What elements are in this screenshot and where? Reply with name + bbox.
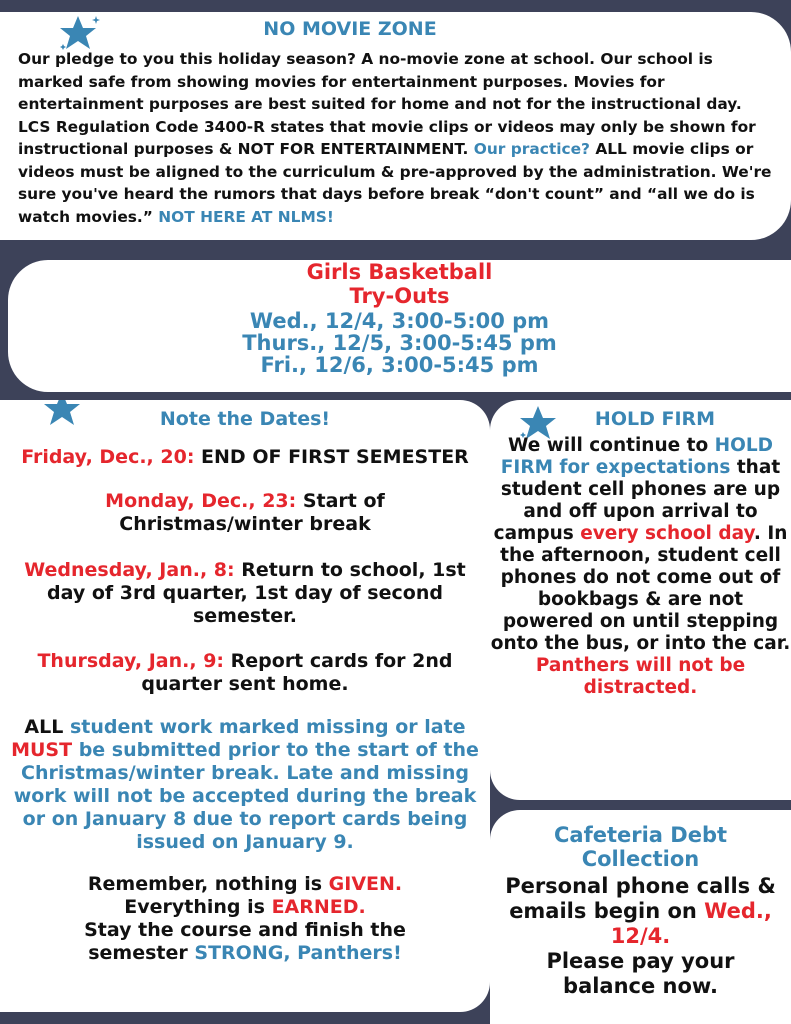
everything-text: Everything is [124, 896, 272, 918]
date-item-3 [6, 559, 484, 628]
hold-firm-card [490, 400, 791, 800]
movie-title: NO MOVIE ZONE [263, 18, 437, 40]
date-item-1 [6, 446, 484, 469]
hold-t5: . In the afternoon, student cell phones do not come out of bookbags & are not powered on until stepping onto the bus, or into the car. [490, 523, 791, 654]
movie-practice: Our practice? [473, 140, 590, 158]
basketball-dates [8, 310, 791, 376]
hold-t1: We will continue to [507, 435, 715, 456]
hold-t2: HOLD FIRM for expectations [500, 435, 773, 478]
basketball-title-1: Girls Basketball [306, 260, 493, 284]
missing-work-notice [4, 716, 486, 854]
hold-body [490, 435, 791, 699]
movie-text-2: ALL movie clips or videos must be aligned to the curriculum & pre-approved by the administration. We're sure you've heard the rumors that days before break “don't count” and “all we do is watch movies.” [18, 140, 772, 226]
movie-body [18, 48, 778, 228]
everything-earned: EARNED. [271, 896, 366, 918]
cafe-t3: Please pay your balance now. [546, 949, 735, 998]
date-3: Wednesday, Jan., 8: [24, 559, 235, 581]
movie-nlms: NOT HERE AT NLMS! [158, 207, 334, 226]
hold-title: HOLD FIRM [594, 408, 716, 430]
date-2-text: Start of Christmas/winter break [119, 490, 385, 535]
date-2: Monday, Dec., 23: [105, 490, 297, 512]
remember-text: Remember, nothing is [87, 873, 329, 895]
basketball-title [8, 260, 791, 308]
hold-t4: every school day [580, 523, 754, 544]
date-1: Friday, Dec., 20: [21, 446, 195, 468]
cafe-t2: Wed., 12/4. [610, 899, 772, 948]
date-3-text: Return to school, 1st day of 3rd quarter, 1st day of second semester. [47, 559, 466, 627]
stay-strong: STRONG, Panthers! [194, 942, 402, 964]
missing-text-1: student work marked missing or late [63, 716, 466, 738]
cafe-title: Cafeteria Debt Collection [553, 823, 728, 871]
no-movie-zone-card [0, 12, 791, 240]
date-4-text: Report cards for 2nd quarter sent home. [141, 650, 453, 695]
date-item-4 [6, 650, 484, 696]
remember-line-2 [56, 896, 434, 919]
basketball-card [8, 260, 791, 392]
note-dates-card [0, 400, 490, 1012]
movie-text-1: Our pledge to you this holiday season? A no-movie zone at school. Our school is marked safe from showing movies for entertainment purposes. Movies for entertainment purposes are best suited for home and not for the instructional day. LCS Regulation Code 3400-R states that movie clips or videos may only be shown for instructional purposes & NOT FOR ENTERTAINMENT. [18, 50, 756, 158]
missing-must: MUST [11, 739, 73, 761]
hold-t6: Panthers will not be distracted. [535, 655, 746, 698]
stay-text: Stay the course and finish the semester [84, 919, 406, 964]
basketball-date-1: Wed., 12/4, 3:00-5:00 pm [249, 309, 550, 333]
missing-text-2: be submitted prior to the start of the Christmas/winter break. Late and missing work will not be accepted during the break or on January 8 due to report cards being issued on January 9. [13, 739, 479, 853]
cafe-body [490, 874, 791, 999]
basketball-date-2: Thurs., 12/5, 3:00-5:45 pm [242, 331, 557, 355]
dates-title: Note the Dates! [159, 408, 331, 430]
date-1-text: END OF FIRST SEMESTER [194, 446, 469, 468]
missing-all: ALL [24, 716, 64, 738]
basketball-date-3: Fri., 12/6, 3:00-5:45 pm [260, 353, 539, 377]
remember-notice [6, 873, 484, 965]
remember-line-3 [56, 919, 434, 965]
remember-line-1 [56, 873, 434, 896]
remember-given: GIVEN. [328, 873, 403, 895]
hold-t3: that student cell phones are up and off upon arrival to campus [493, 457, 781, 544]
cafe-line-1 [490, 874, 791, 949]
date-4: Thursday, Jan., 9: [37, 650, 225, 672]
date-item-2 [6, 490, 484, 536]
cafeteria-card [490, 810, 791, 1024]
basketball-title-2: Try-Outs [349, 284, 450, 308]
cafe-t1: Personal phone calls & emails begin on [505, 874, 776, 923]
